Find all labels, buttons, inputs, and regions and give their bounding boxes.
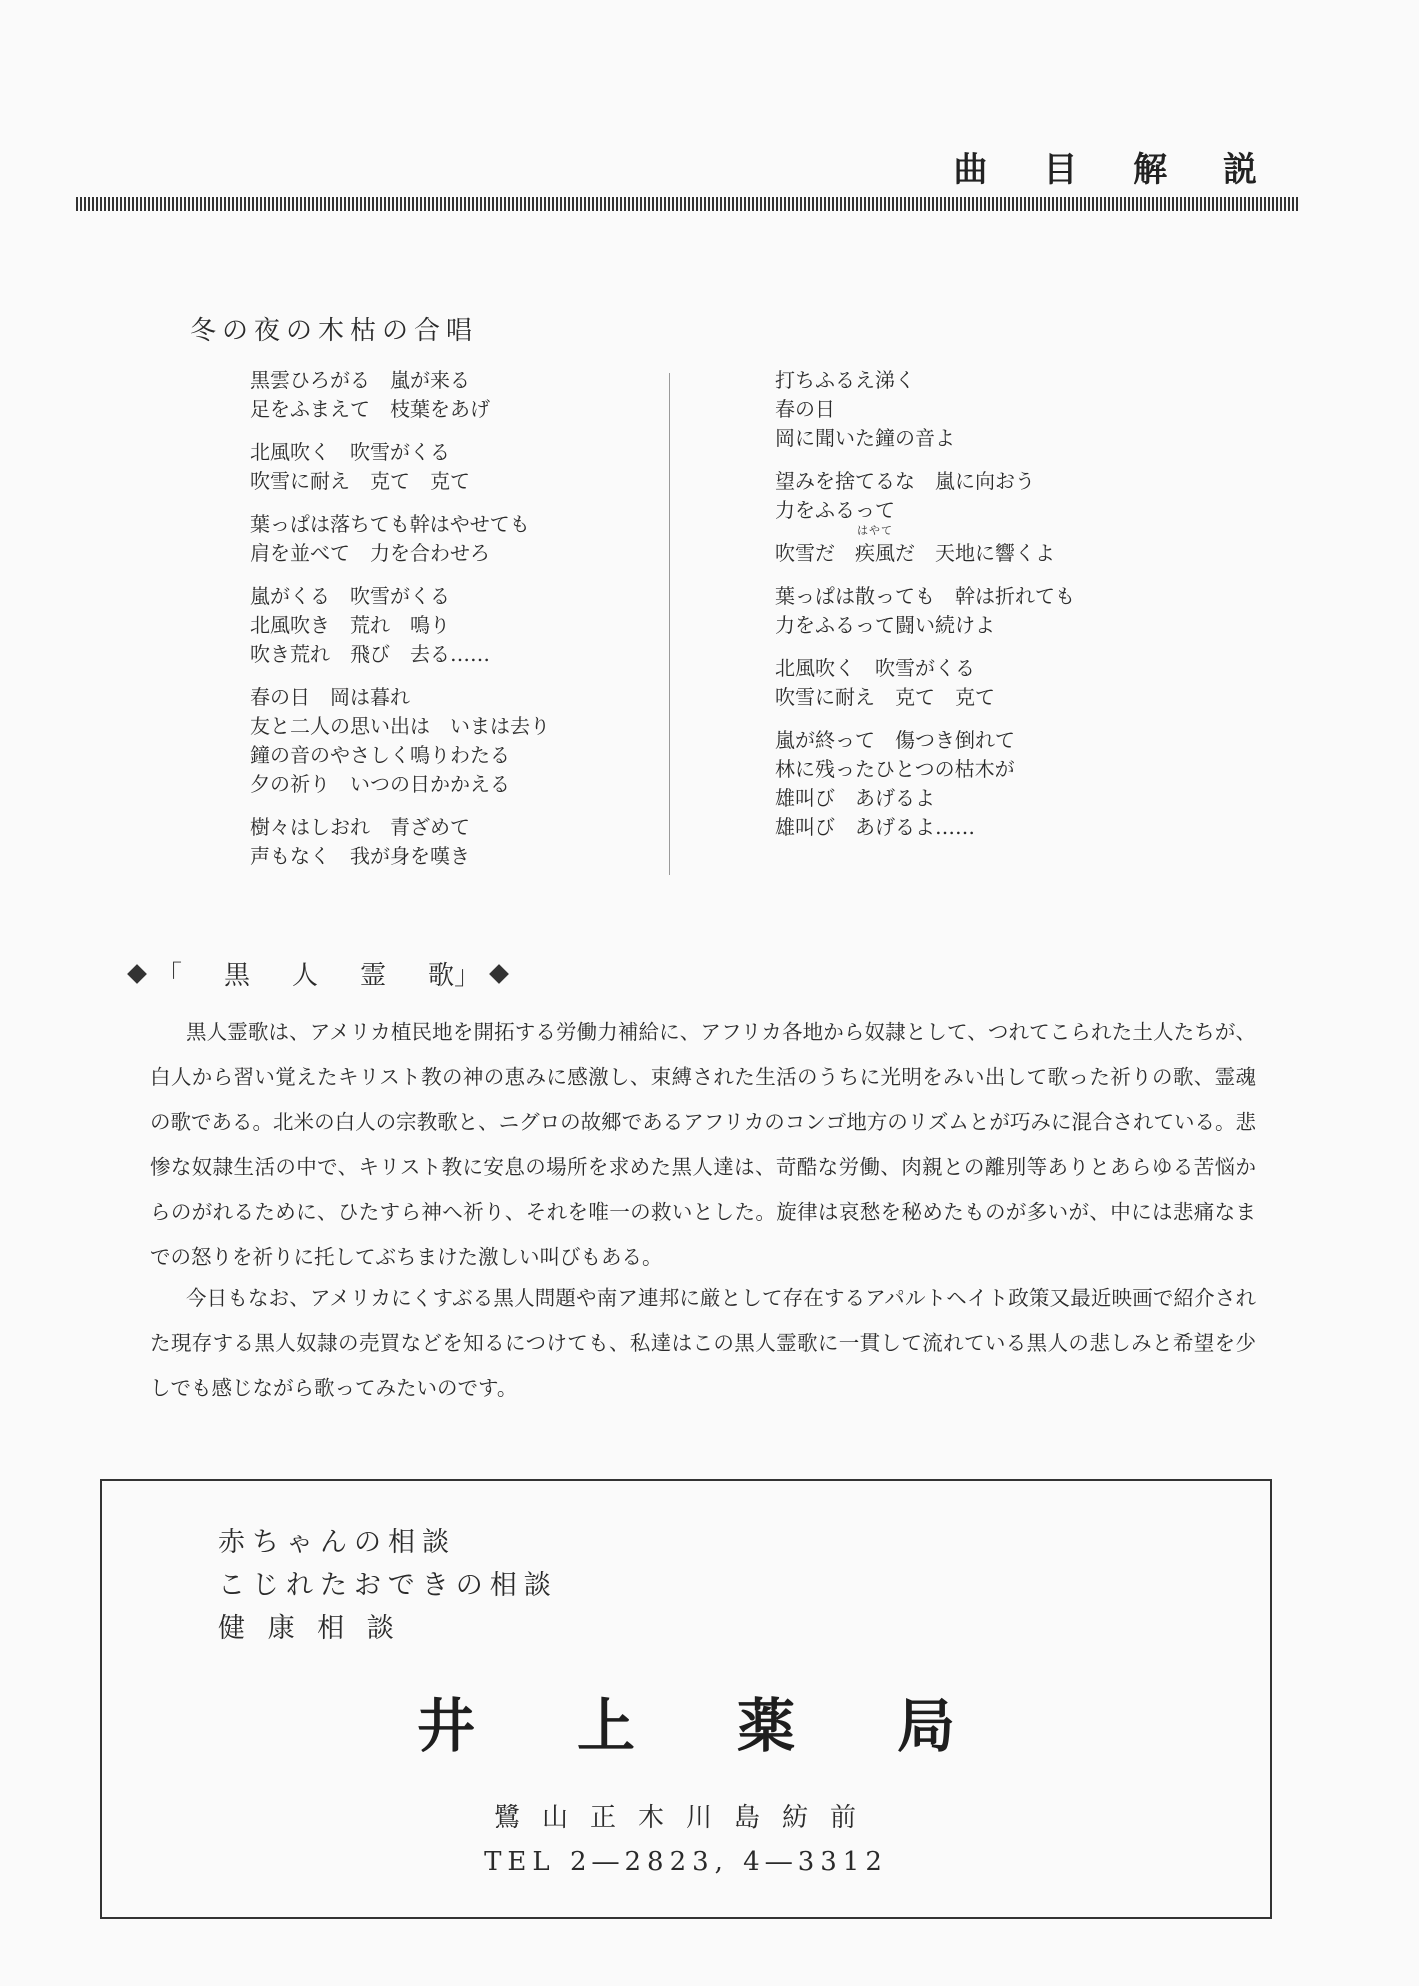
lyric-line: 吹き荒れ 飛び 去る…… [250,642,490,666]
stanza [775,467,1075,525]
heading-char: 霊 [360,961,429,991]
lyric-line: 打ちふるえ涕く [775,368,915,392]
page-title: 曲 目 解 説 [953,150,1279,190]
lyric-line: 樹々はしおれ 青ざめて [250,815,470,839]
furigana-word [855,524,895,568]
stanza [250,813,550,871]
lyric-line: 力をふるって闘い続けよ [775,613,995,637]
lyric-segment: だ 天地に響くよ [895,541,1055,565]
stanza [250,438,550,496]
lyric-line: 嵐がくる 吹雪がくる [250,584,450,608]
body-paragraph: 今日もなお、アメリカにくすぶる黒人問題や南ア連邦に厳として存在するアパルトヘイト政策又最近映画で紹介された現存する黒人奴隷の売買などを知るにつけても、私達はこの黒人霊歌に一貫して流れている黒人の悲しみと希望を少しでも感じながら歌ってみたいのです。 [150,1286,1256,1400]
heading-char: 「黒 [156,961,293,991]
lyric-line: 北風吹き 荒れ 鳴り [250,613,450,637]
lyrics-right-column [775,366,1075,856]
stanza [775,654,1075,712]
lyric-line: 友と二人の思い出は いまは去り [250,714,550,738]
section-heading-text [156,955,480,992]
column-divider [669,373,670,875]
lyric-line: 吹雪に耐え 克て 克て [250,469,470,493]
lyrics-left-column [250,366,550,885]
lyric-line: 嵐が終って 傷つき倒れて [775,728,1015,752]
stanza [250,366,550,424]
lyric-line: 肩を並べて 力を合わせろ [250,541,490,565]
pharmacy-address: 鷺山正木川島紡前 [493,1803,878,1833]
lyric-line: 葉っぱは散っても 幹は折れても [775,584,1075,608]
stanza [250,510,550,568]
ad-service-line: こじれたおできの相談 [218,1570,558,1601]
furigana-reading: はやて [857,524,893,537]
lyric-line: 春の日 [775,397,835,421]
lyric-line: 雄叫び あげるよ…… [775,815,975,839]
heading-char: 人 [292,961,361,991]
pharmacy-name: 井上薬局 [416,1692,1057,1760]
pharmacy-phone: TEL 2―2823, 4―3312 [484,1847,888,1877]
stanza [775,726,1075,842]
lyric-line: 林に残ったひとつの枯木が [775,757,1015,781]
section-heading [118,955,518,992]
advertisement-box [100,1479,1272,1919]
lyric-line: 北風吹く 吹雪がくる [775,656,975,680]
ad-service-line: 赤ちゃんの相談 [218,1527,456,1558]
lyric-line: 足をふまえて 枝葉をあげ [250,397,490,421]
stanza [775,524,1075,568]
lyric-line: 夕の祈り いつの日かかえる [250,772,510,796]
heading-char: 歌 [428,961,455,991]
lyric-line: 力をふるって [775,498,895,522]
header-rule [76,197,1299,211]
lyric-line: 望みを捨てるな 嵐に向おう [775,469,1035,493]
diamond-icon [489,964,509,984]
stanza [775,582,1075,640]
lyric-segment: 吹雪だ [775,541,855,565]
song-title: 冬の夜の木枯の合唱 [190,316,479,346]
stanza [775,366,1075,453]
lyric-line: 春の日 岡は暮れ [250,685,410,709]
lyric-line: 鐘の音のやさしく鳴りわたる [250,743,510,767]
lyric-line: 雄叫び あげるよ [775,786,935,810]
lyric-line: 黒雲ひろがる 嵐が来る [250,368,470,392]
lyric-line-with-furigana [775,524,1075,568]
stanza [250,582,550,669]
lyric-line: 葉っぱは落ちても幹はやせても [250,512,530,536]
body-paragraph: 黒人霊歌は、アメリカ植民地を開拓する労働力補給に、アフリカ各地から奴隷として、つれてこられた土人たちが、白人から習い覚えたキリスト教の神の恵みに感激し、束縛された生活のうちに光明をみい出して歌った祈りの歌、霊魂の歌である。北米の白人の宗教歌と、ニグロの故郷であるアフリカのコンゴ地方のリズムとが巧みに混合されている。悲惨な奴隷生活の中で、キリスト教に安息の場所を求めた黒人達は、苛酷な労働、肉親との離別等ありとあらゆる苦悩からのがれるために、ひたすら神へ祈り、それを唯一の救いとした。旋律は哀愁を秘めたものが多いが、中には悲痛なまでの怒りを祈りに托してぶちまけた激しい叫びもある。 [150,1020,1256,1269]
lyric-line: 北風吹く 吹雪がくる [250,440,450,464]
lyric-line: 吹雪に耐え 克て 克て [775,685,995,709]
ad-services [218,1521,558,1650]
stanza [250,683,550,799]
diamond-icon [127,964,147,984]
lyric-line: 岡に聞いた鐘の音よ [775,426,955,450]
lyric-line: 声もなく 我が身を嘆き [250,844,470,868]
heading-char: 」 [454,961,481,991]
ad-service-line: 健 康 相 談 [218,1613,401,1644]
furigana-base: 疾風 [855,541,895,565]
